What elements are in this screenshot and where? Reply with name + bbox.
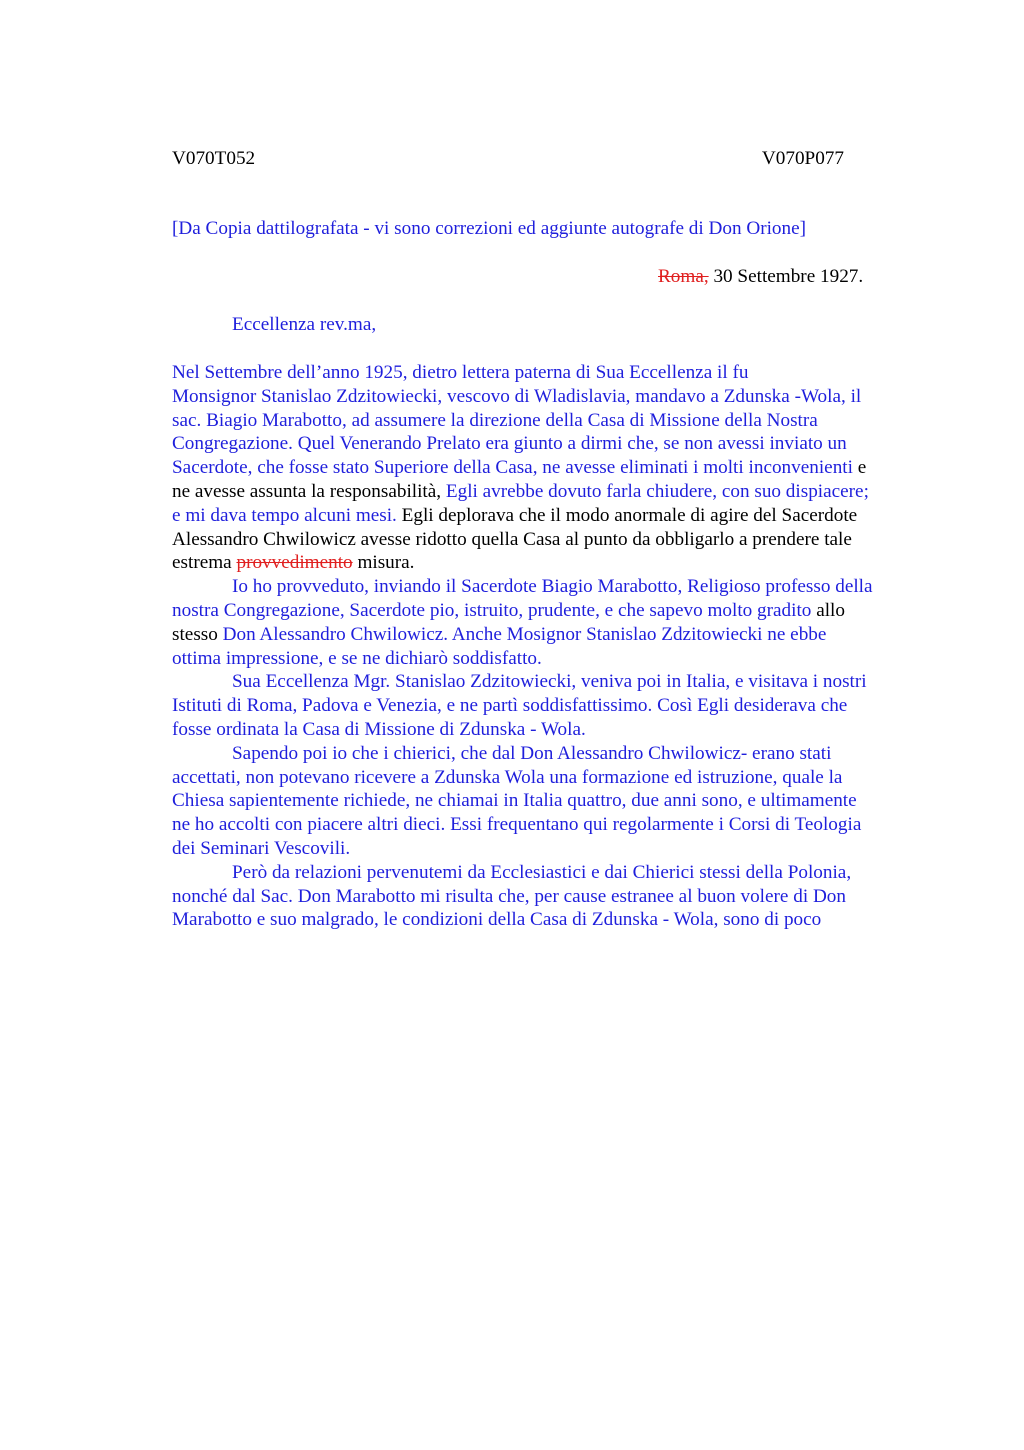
text-segment: sac. Biagio Marabotto, ad assumere la direzione della Casa di Missione della Nostra <box>172 409 818 431</box>
body-line <box>172 718 932 742</box>
body-line <box>172 432 932 456</box>
body-line <box>172 456 932 480</box>
text-segment: Congregazione. Quel Venerando Prelato era giunto a dirmi che, se non avessi inviato un <box>172 433 847 455</box>
text-segment: estrema <box>172 552 237 574</box>
body-line <box>172 480 932 504</box>
body-line <box>172 409 932 433</box>
text-segment: Sacerdote, che fosse stato Superiore della Casa, ne avesse eliminati i molti inconvenienti <box>172 457 853 479</box>
body-line <box>172 861 932 885</box>
body-line <box>172 813 932 837</box>
text-segment: nonché dal Sac. Don Marabotto mi risulta che, per cause estranee al buon volere di Don <box>172 885 846 907</box>
text-segment: dei Seminari Vescovili. <box>172 837 351 859</box>
body-line <box>172 647 932 671</box>
text-segment: Sua Eccellenza Mgr. Stanislao Zdzitowiecki, veniva poi in Italia, e visitava i nostri <box>232 671 867 693</box>
source-note: [Da Copia dattilografata - vi sono correzioni ed aggiunte autografe di Don Orione] <box>172 218 807 239</box>
text-segment: Don Alessandro Chwilowicz. Anche Mosignor Stanislao Zdzitowiecki ne ebbe <box>222 623 827 645</box>
text-segment: allo <box>811 599 845 621</box>
text-segment: Chiesa sapientemente richiede, ne chiamai in Italia quattro, due anni sono, e ultimamente <box>172 790 857 812</box>
date-struck-place: Roma, <box>658 266 709 287</box>
text-segment: Egli deplorava che il modo anormale di agire del Sacerdote <box>396 504 858 526</box>
text-segment: Monsignor Stanislao Zdzitowiecki, vescovo di Wladislavia, mandavo a Zdunska -Wola, il <box>172 385 862 407</box>
body-line <box>172 623 932 647</box>
body-line <box>172 551 932 575</box>
header-left-code: V070T052 <box>172 148 256 169</box>
text-segment: Egli avrebbe dovuto farla chiudere, con suo dispiacere; <box>445 480 869 502</box>
body-line <box>172 789 932 813</box>
text-segment: e mi dava tempo alcuni mesi. <box>172 504 397 526</box>
body-line <box>172 694 932 718</box>
text-segment: stesso <box>172 623 223 645</box>
body-line <box>172 361 932 385</box>
text-segment: accettati, non potevano ricevere a Zdunska Wola una formazione ed istruzione, quale la <box>172 766 843 788</box>
text-segment: e <box>852 457 867 479</box>
text-segment: Istituti di Roma, Padova e Venezia, e ne partì soddisfattissimo. Così Egli desiderava che <box>172 695 848 717</box>
body-line <box>172 528 932 552</box>
body-line <box>172 766 932 790</box>
letter-body <box>172 361 932 932</box>
salutation: Eccellenza rev.ma, <box>232 314 377 335</box>
text-segment: nostra Congregazione, Sacerdote pio, istruito, prudente, e che sapevo molto gradito <box>172 599 812 621</box>
header-right-code: V070P077 <box>761 148 844 169</box>
body-line <box>172 504 932 528</box>
body-line <box>172 885 932 909</box>
body-line <box>172 385 932 409</box>
text-segment: fosse ordinata la Casa di Missione di Zdunska - Wola. <box>172 718 586 740</box>
body-line <box>172 670 932 694</box>
struck-word: provvedimento <box>236 552 353 574</box>
text-segment: Però da relazioni pervenutemi da Ecclesiastici e dai Chierici stessi della Polonia, <box>232 861 852 883</box>
text-segment: Sapendo poi io che i chierici, che dal Don Alessandro Chwilowicz- erano stati <box>232 742 832 764</box>
text-segment: Marabotto e suo malgrado, le condizioni della Casa di Zdunska - Wola, sono di poco <box>172 909 822 931</box>
text-segment: Nel Settembre dell’anno 1925, dietro lettera paterna di Sua Eccellenza il fu <box>172 362 749 383</box>
body-line <box>172 908 932 932</box>
text-segment: Io ho provveduto, inviando il Sacerdote Biagio Marabotto, Religioso professo della <box>232 576 873 598</box>
text-segment: misura. <box>352 552 415 574</box>
text-segment: ne ho accolti con piacere altri dieci. Essi frequentano qui regolarmente i Corsi di Teologia <box>172 814 862 836</box>
body-line <box>172 742 932 766</box>
document-header <box>172 148 844 172</box>
text-segment: ottima impressione, e se ne dichiarò soddisfatto. <box>172 647 542 669</box>
body-line <box>172 837 932 861</box>
body-line <box>172 575 932 599</box>
date-text: 30 Settembre 1927. <box>708 266 864 287</box>
body-line <box>172 599 932 623</box>
text-segment: ne avesse assunta la responsabilità, <box>172 480 446 502</box>
letter-date <box>658 266 863 288</box>
text-segment: Alessandro Chwilowicz avesse ridotto quella Casa al punto da obbligarlo a prendere tale <box>172 528 852 550</box>
